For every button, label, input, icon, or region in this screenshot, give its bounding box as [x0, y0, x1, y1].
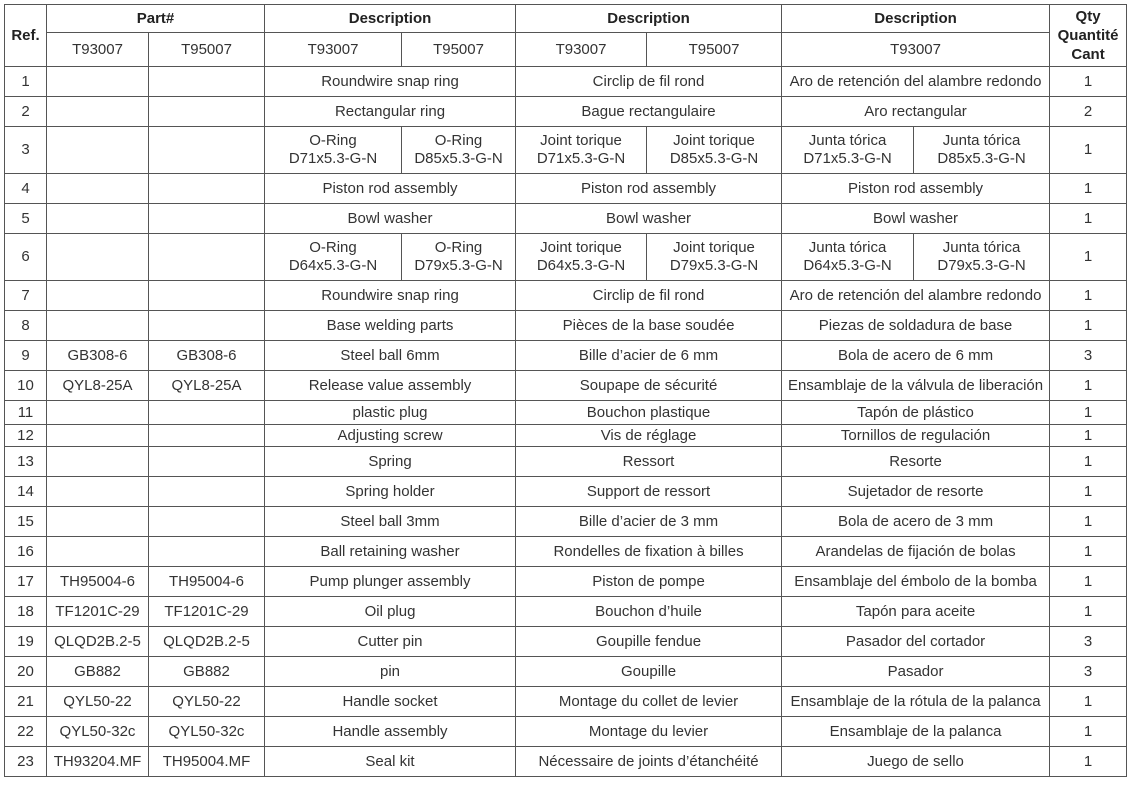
ref-cell: 8 — [5, 311, 47, 341]
part-number-1 — [47, 204, 149, 234]
description-fr: Piston rod assembly — [516, 174, 782, 204]
description-fr: Bouchon d’huile — [516, 597, 782, 627]
qty-header-es: Cant — [1071, 46, 1105, 63]
description-fr: Vis de réglage — [516, 425, 782, 447]
description-en: Rectangular ring — [265, 97, 516, 127]
ref-cell: 9 — [5, 341, 47, 371]
qty-cell: 1 — [1050, 477, 1127, 507]
description-es: Bola de acero de 3 mm — [782, 507, 1050, 537]
description-en-1 — [265, 127, 402, 174]
description-es-2-line: Junta tórica — [942, 239, 1021, 256]
en-model-1: T93007 — [265, 33, 402, 67]
description-en: Ball retaining washer — [265, 537, 516, 567]
description-en-2 — [402, 127, 516, 174]
header-row-2 — [5, 33, 1127, 67]
description-fr: Circlip de fil rond — [516, 281, 782, 311]
qty-cell: 1 — [1050, 67, 1127, 97]
part-number-1 — [47, 67, 149, 97]
description-fr: Support de ressort — [516, 477, 782, 507]
table-row — [5, 311, 1127, 341]
part-number-2: QYL50-32c — [149, 717, 265, 747]
qty-cell: 3 — [1050, 627, 1127, 657]
description-es: Ensamblaje de la rótula de la palanca — [782, 687, 1050, 717]
ref-cell: 1 — [5, 67, 47, 97]
part-number-2 — [149, 507, 265, 537]
description-header-en: Description — [265, 5, 516, 33]
table-row — [5, 507, 1127, 537]
description-en: Steel ball 3mm — [265, 507, 516, 537]
description-fr: Ressort — [516, 447, 782, 477]
table-row — [5, 204, 1127, 234]
ref-cell: 16 — [5, 537, 47, 567]
qty-cell: 1 — [1050, 567, 1127, 597]
part-number-1: QLQD2B.2-5 — [47, 627, 149, 657]
table-row — [5, 627, 1127, 657]
qty-cell: 1 — [1050, 537, 1127, 567]
ref-cell: 2 — [5, 97, 47, 127]
part-number-2 — [149, 447, 265, 477]
part-number-2 — [149, 204, 265, 234]
qty-cell: 3 — [1050, 657, 1127, 687]
part-number-2 — [149, 97, 265, 127]
description-en: Steel ball 6mm — [265, 341, 516, 371]
description-en-2-line: D79x5.3-G-N — [414, 257, 503, 274]
description-fr: Piston de pompe — [516, 567, 782, 597]
ref-cell: 22 — [5, 717, 47, 747]
description-en-2-line: D85x5.3-G-N — [414, 150, 503, 167]
qty-header-en: Qty — [1075, 8, 1101, 25]
table-row — [5, 717, 1127, 747]
description-es-2 — [914, 127, 1050, 174]
description-es: Resorte — [782, 447, 1050, 477]
description-es-1 — [782, 234, 914, 281]
part-number-1: QYL50-32c — [47, 717, 149, 747]
description-es: Bowl washer — [782, 204, 1050, 234]
table-row — [5, 174, 1127, 204]
qty-cell: 1 — [1050, 311, 1127, 341]
description-en: Pump plunger assembly — [265, 567, 516, 597]
table-body — [5, 67, 1127, 777]
description-es: Ensamblaje de la palanca — [782, 717, 1050, 747]
part-number-1: GB882 — [47, 657, 149, 687]
part-number-2 — [149, 127, 265, 174]
part-number-1 — [47, 127, 149, 174]
description-fr: Goupille fendue — [516, 627, 782, 657]
qty-cell: 1 — [1050, 204, 1127, 234]
part-number-2: TH95004.MF — [149, 747, 265, 777]
description-es-1-line: D71x5.3-G-N — [803, 150, 892, 167]
description-fr: Goupille — [516, 657, 782, 687]
part-number-2 — [149, 234, 265, 281]
part-number-1: TH93204.MF — [47, 747, 149, 777]
qty-cell: 1 — [1050, 234, 1127, 281]
part-number-2 — [149, 281, 265, 311]
ref-cell: 20 — [5, 657, 47, 687]
description-fr: Montage du levier — [516, 717, 782, 747]
table-row — [5, 97, 1127, 127]
description-en: Cutter pin — [265, 627, 516, 657]
part-number-1: TH95004-6 — [47, 567, 149, 597]
qty-cell: 3 — [1050, 341, 1127, 371]
qty-cell: 1 — [1050, 447, 1127, 477]
table-row — [5, 537, 1127, 567]
description-es-1 — [782, 127, 914, 174]
description-fr: Bowl washer — [516, 204, 782, 234]
part-number-1 — [47, 234, 149, 281]
part-number-2: QLQD2B.2-5 — [149, 627, 265, 657]
table-row — [5, 234, 1127, 281]
qty-cell: 1 — [1050, 174, 1127, 204]
description-es: Tapón para aceite — [782, 597, 1050, 627]
part-number-2 — [149, 401, 265, 425]
description-fr-2 — [647, 234, 782, 281]
part-header: Part# — [47, 5, 265, 33]
description-es-1-line: D64x5.3-G-N — [803, 257, 892, 274]
description-fr-1-line: D71x5.3-G-N — [536, 150, 626, 167]
description-en-1-line: D64x5.3-G-N — [288, 257, 378, 274]
part-number-1 — [47, 311, 149, 341]
ref-cell: 5 — [5, 204, 47, 234]
description-fr-1 — [516, 234, 647, 281]
part-number-1 — [47, 97, 149, 127]
part-number-2: QYL8-25A — [149, 371, 265, 401]
ref-cell: 15 — [5, 507, 47, 537]
description-es: Aro rectangular — [782, 97, 1050, 127]
description-en: pin — [265, 657, 516, 687]
part-number-1: QYL50-22 — [47, 687, 149, 717]
table-row — [5, 127, 1127, 174]
qty-cell: 1 — [1050, 597, 1127, 627]
description-en-2 — [402, 234, 516, 281]
description-es: Piston rod assembly — [782, 174, 1050, 204]
description-fr-2 — [647, 127, 782, 174]
description-fr-2-line: Joint torique — [673, 239, 755, 256]
description-es-2-line: Junta tórica — [942, 132, 1021, 149]
description-fr: Rondelles de fixation à billes — [516, 537, 782, 567]
description-fr: Circlip de fil rond — [516, 67, 782, 97]
description-fr-1 — [516, 127, 647, 174]
part-number-2 — [149, 425, 265, 447]
description-en-1 — [265, 234, 402, 281]
description-es-2-line: D79x5.3-G-N — [937, 257, 1026, 274]
description-fr-2-line: Joint torique — [673, 132, 755, 149]
qty-cell: 1 — [1050, 425, 1127, 447]
ref-cell: 17 — [5, 567, 47, 597]
table-row — [5, 401, 1127, 425]
qty-header-fr: Quantité — [1057, 27, 1119, 44]
fr-model-1: T93007 — [516, 33, 647, 67]
ref-cell: 11 — [5, 401, 47, 425]
qty-cell: 2 — [1050, 97, 1127, 127]
description-es: Aro de retención del alambre redondo — [782, 281, 1050, 311]
part-number-1 — [47, 401, 149, 425]
table-row — [5, 597, 1127, 627]
description-es: Aro de retención del alambre redondo — [782, 67, 1050, 97]
description-es: Tapón de plástico — [782, 401, 1050, 425]
description-es: Arandelas de fijación de bolas — [782, 537, 1050, 567]
ref-cell: 14 — [5, 477, 47, 507]
description-fr: Pièces de la base soudée — [516, 311, 782, 341]
part-number-2 — [149, 67, 265, 97]
description-fr-1-line: Joint torique — [540, 239, 622, 256]
description-fr-2-line: D79x5.3-G-N — [669, 257, 759, 274]
description-fr: Bille d’acier de 6 mm — [516, 341, 782, 371]
table-row — [5, 281, 1127, 311]
description-fr-2-line: D85x5.3-G-N — [669, 150, 759, 167]
part-number-2 — [149, 537, 265, 567]
description-en: Release value assembly — [265, 371, 516, 401]
part-number-2: QYL50-22 — [149, 687, 265, 717]
part-number-2: GB882 — [149, 657, 265, 687]
description-en: Handle assembly — [265, 717, 516, 747]
qty-cell: 1 — [1050, 127, 1127, 174]
description-en: Bowl washer — [265, 204, 516, 234]
description-en: Piston rod assembly — [265, 174, 516, 204]
description-fr: Bille d’acier de 3 mm — [516, 507, 782, 537]
table-row — [5, 371, 1127, 401]
description-fr: Bague rectangulaire — [516, 97, 782, 127]
ref-cell: 7 — [5, 281, 47, 311]
description-fr: Bouchon plastique — [516, 401, 782, 425]
ref-cell: 4 — [5, 174, 47, 204]
part-number-1 — [47, 447, 149, 477]
description-es: Pasador — [782, 657, 1050, 687]
table-row — [5, 657, 1127, 687]
ref-cell: 23 — [5, 747, 47, 777]
description-fr-1-line: Joint torique — [540, 132, 622, 149]
description-en: Oil plug — [265, 597, 516, 627]
qty-cell: 1 — [1050, 507, 1127, 537]
description-fr-1-line: D64x5.3-G-N — [536, 257, 626, 274]
part-number-1: GB308-6 — [47, 341, 149, 371]
description-en-2-line: O-Ring — [434, 132, 483, 149]
description-header-fr: Description — [516, 5, 782, 33]
description-en: Roundwire snap ring — [265, 67, 516, 97]
description-es-2 — [914, 234, 1050, 281]
description-fr: Montage du collet de levier — [516, 687, 782, 717]
description-es-1-line: Junta tórica — [808, 239, 887, 256]
description-es: Juego de sello — [782, 747, 1050, 777]
description-en-1-line: O-Ring — [309, 132, 357, 149]
description-en: Spring holder — [265, 477, 516, 507]
qty-cell: 1 — [1050, 371, 1127, 401]
en-model-2: T95007 — [402, 33, 516, 67]
part-number-1 — [47, 174, 149, 204]
qty-header — [1050, 5, 1127, 67]
description-es: Bola de acero de 6 mm — [782, 341, 1050, 371]
qty-cell: 1 — [1050, 717, 1127, 747]
description-header-es: Description — [782, 5, 1050, 33]
qty-cell: 1 — [1050, 401, 1127, 425]
table-row — [5, 747, 1127, 777]
description-en-1-line: O-Ring — [309, 239, 357, 256]
description-es: Ensamblaje del émbolo de la bomba — [782, 567, 1050, 597]
ref-cell: 3 — [5, 127, 47, 174]
description-en: Base welding parts — [265, 311, 516, 341]
description-es: Ensamblaje de la válvula de liberación — [782, 371, 1050, 401]
table-row — [5, 477, 1127, 507]
part-model-1: T93007 — [47, 33, 149, 67]
parts-table — [4, 4, 1127, 777]
ref-header: Ref. — [5, 5, 47, 67]
description-en-1-line: D71x5.3-G-N — [288, 150, 378, 167]
part-number-2: TH95004-6 — [149, 567, 265, 597]
description-en: plastic plug — [265, 401, 516, 425]
description-es-1-line: Junta tórica — [808, 132, 887, 149]
qty-cell: 1 — [1050, 281, 1127, 311]
part-number-2: GB308-6 — [149, 341, 265, 371]
part-number-1 — [47, 425, 149, 447]
header-row-1 — [5, 5, 1127, 33]
table-row — [5, 567, 1127, 597]
description-fr: Soupape de sécurité — [516, 371, 782, 401]
part-number-2 — [149, 477, 265, 507]
description-en: Handle socket — [265, 687, 516, 717]
part-number-1 — [47, 281, 149, 311]
ref-cell: 21 — [5, 687, 47, 717]
ref-cell: 18 — [5, 597, 47, 627]
part-number-2 — [149, 311, 265, 341]
part-number-1: TF1201C-29 — [47, 597, 149, 627]
ref-cell: 19 — [5, 627, 47, 657]
part-number-2 — [149, 174, 265, 204]
fr-model-2: T95007 — [647, 33, 782, 67]
description-fr: Nécessaire de joints d’étanchéité — [516, 747, 782, 777]
description-es: Pasador del cortador — [782, 627, 1050, 657]
table-row — [5, 341, 1127, 371]
table-row — [5, 425, 1127, 447]
description-en: Roundwire snap ring — [265, 281, 516, 311]
qty-cell: 1 — [1050, 747, 1127, 777]
es-model: T93007 — [782, 33, 1050, 67]
description-en-2-line: O-Ring — [434, 239, 483, 256]
description-es: Piezas de soldadura de base — [782, 311, 1050, 341]
description-es-2-line: D85x5.3-G-N — [937, 150, 1026, 167]
qty-cell: 1 — [1050, 687, 1127, 717]
ref-cell: 6 — [5, 234, 47, 281]
part-number-1 — [47, 507, 149, 537]
description-en: Seal kit — [265, 747, 516, 777]
description-es: Tornillos de regulación — [782, 425, 1050, 447]
ref-cell: 12 — [5, 425, 47, 447]
part-number-1 — [47, 477, 149, 507]
part-number-2: TF1201C-29 — [149, 597, 265, 627]
description-es: Sujetador de resorte — [782, 477, 1050, 507]
part-number-1 — [47, 537, 149, 567]
ref-cell: 10 — [5, 371, 47, 401]
part-number-1: QYL8-25A — [47, 371, 149, 401]
table-row — [5, 67, 1127, 97]
part-model-2: T95007 — [149, 33, 265, 67]
ref-cell: 13 — [5, 447, 47, 477]
description-en: Adjusting screw — [265, 425, 516, 447]
table-row — [5, 687, 1127, 717]
description-en: Spring — [265, 447, 516, 477]
table-row — [5, 447, 1127, 477]
